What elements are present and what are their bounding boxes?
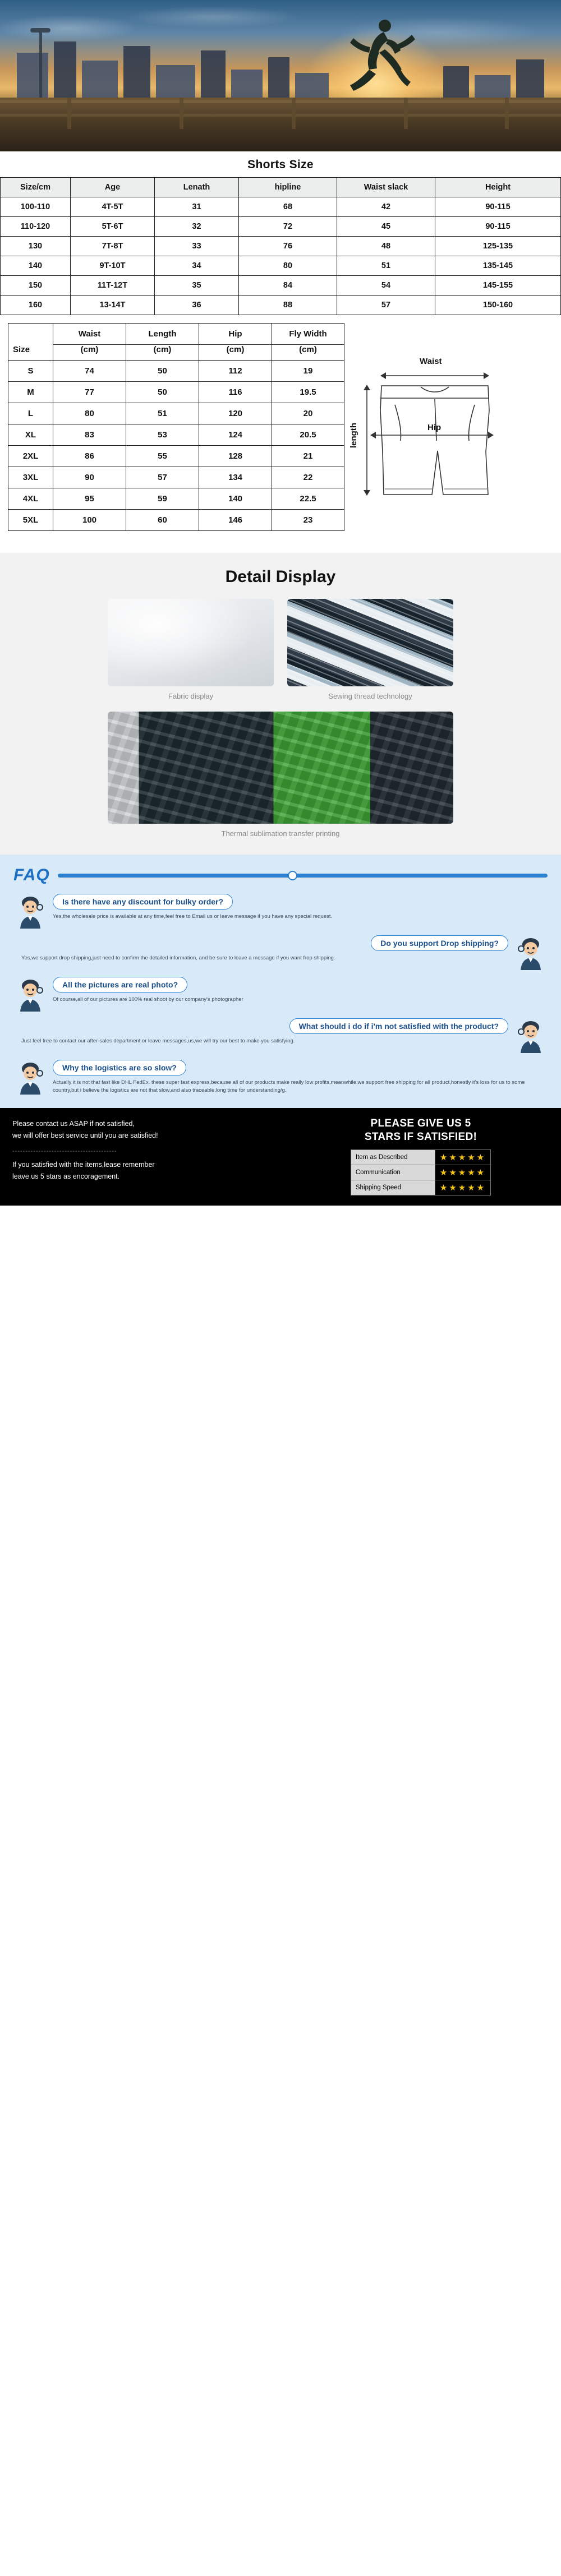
diagram-waist-label: Waist [420,357,442,366]
detail-caption: Fabric display [168,692,214,700]
shorts-measurement-diagram [348,357,561,542]
cell-length: 55 [126,446,199,467]
cell-height: 135-145 [435,256,561,276]
cell-hip: 134 [199,467,272,488]
building [201,50,226,100]
cell-hip: 120 [199,403,272,424]
faq-slider-knob[interactable] [288,871,297,880]
cell-size: 130 [1,237,71,256]
faq-header [0,862,561,890]
unit-length: (cm) [126,345,199,361]
cell-waist: 57 [337,296,435,315]
cell-fly: 19 [272,361,344,382]
cell-waist: 80 [53,403,126,424]
cell-waist: 83 [53,424,126,446]
adult-size-table [8,323,344,531]
diagram-hip-label: Hip [427,423,442,432]
cell-size: 3XL [8,467,53,488]
faq-title: FAQ [13,866,50,884]
cell-age: 4T-5T [71,197,155,217]
adult-size-table-wrap [0,323,348,542]
footer-divider: ---------------------------------------- [12,1147,117,1155]
shorts-size-section [0,151,561,315]
faq-section [0,855,561,1108]
footer-line-2: we will offer best service until you are satisfied! [12,1132,158,1140]
cell-waist: 45 [337,217,435,237]
shorts-size-table [0,177,561,315]
faq-item [0,1015,561,1056]
sewing-thread-image [287,599,453,686]
faq-item [0,932,561,973]
support-agent-icon [15,1060,46,1096]
rating-row [351,1149,490,1165]
th-size: Size/cm [1,178,71,197]
rating-request [280,1108,561,1206]
cell-waist: 54 [337,276,435,296]
faq-question[interactable]: Do you support Drop shipping? [371,935,508,951]
cell-length: 60 [126,510,199,531]
cell-size: 160 [1,296,71,315]
th-hipline: hipline [239,178,337,197]
faq-answer: Yes,the wholesale price is available at any time,feel free to Email us or leave message if you have any special request. [53,913,333,920]
detail-card-printing [108,712,453,838]
table-units-row [8,345,344,361]
cell-size: 5XL [8,510,53,531]
footer-line-3: If you satisfied with the items,lease remember [12,1160,155,1169]
unit-hip: (cm) [199,345,272,361]
cell-length: 32 [155,217,239,237]
shorts-outline-svg [348,357,550,525]
cell-age: 5T-6T [71,217,155,237]
rating-row [351,1180,490,1195]
th-fly-width: Fly Width [272,324,344,345]
cell-age: 9T-10T [71,256,155,276]
cell-height: 90-115 [435,197,561,217]
cell-hipline: 84 [239,276,337,296]
cell-waist: 95 [53,488,126,510]
cell-height: 125-135 [435,237,561,256]
rating-label: Communication [351,1165,435,1180]
cell-size: 140 [1,256,71,276]
faq-body [46,1060,546,1095]
rating-stars[interactable]: ★★★★★ [435,1180,490,1195]
faq-slider-track[interactable] [58,874,548,878]
cell-length: 50 [126,382,199,403]
table-header-row [8,324,344,345]
table-row [1,296,561,315]
city-skyline [0,38,561,100]
cell-fly: 22.5 [272,488,344,510]
faq-question[interactable]: Why the logistics are so slow? [53,1060,186,1075]
cell-size: M [8,382,53,403]
unit-fly-width: (cm) [272,345,344,361]
cell-fly: 23 [272,510,344,531]
street-lamp [39,30,42,98]
table-row [8,467,344,488]
cell-hip: 128 [199,446,272,467]
hero-banner-image [0,0,561,151]
table-row [1,197,561,217]
cell-hipline: 88 [239,296,337,315]
cell-waist: 90 [53,467,126,488]
fence-post [404,98,408,129]
detail-card-row [0,599,561,700]
faq-body [46,894,546,921]
detail-display-section [0,553,561,855]
unit-waist: (cm) [53,345,126,361]
cell-fly: 20 [272,403,344,424]
building [295,73,329,100]
cell-waist: 48 [337,237,435,256]
cell-hipline: 76 [239,237,337,256]
product-detail-page [0,0,561,1206]
adult-size-section [0,315,561,553]
table-row [8,382,344,403]
cell-length: 36 [155,296,239,315]
cell-hip: 112 [199,361,272,382]
fence-post [292,98,296,129]
cell-size: 100-110 [1,197,71,217]
faq-item [0,973,561,1015]
building [516,59,544,100]
cell-hip: 124 [199,424,272,446]
cell-waist: 51 [337,256,435,276]
th-waist-slack: Waist slack [337,178,435,197]
detail-card-sewing [287,599,453,700]
diagram-length-label: length [349,423,358,448]
shorts-size-title: Shorts Size [247,158,314,171]
rating-row [351,1165,490,1180]
th-length: Lenath [155,178,239,197]
th-hip: Hip [199,324,272,345]
faq-answer: Of course,all of our pictures are 100% real shoot by our company's photographer [53,996,243,1003]
building [231,70,263,100]
fence-post [67,98,71,129]
cell-waist: 74 [53,361,126,382]
cell-waist: 42 [337,197,435,217]
cell-length: 31 [155,197,239,217]
table-header-row [1,178,561,197]
table-row [8,403,344,424]
fence-post [505,98,509,129]
table-row [1,256,561,276]
table-row [8,424,344,446]
table-row [8,361,344,382]
cell-age: 7T-8T [71,237,155,256]
cell-hipline: 72 [239,217,337,237]
detail-caption: Sewing thread technology [328,692,412,700]
faq-body [15,1018,515,1045]
support-agent-icon [15,894,46,930]
detail-card-fabric [108,599,274,700]
cell-length: 50 [126,361,199,382]
detail-caption: Thermal sublimation transfer printing [221,829,340,838]
table-row [8,446,344,467]
cell-hip: 116 [199,382,272,403]
cell-length: 34 [155,256,239,276]
cell-size: S [8,361,53,382]
cell-fly: 20.5 [272,424,344,446]
support-agent-icon [515,1018,546,1054]
sublimation-printing-image [108,712,453,824]
cell-height: 90-115 [435,217,561,237]
table-row [1,217,561,237]
th-age: Age [71,178,155,197]
runner-silhouette [337,13,421,98]
rating-label: Shipping Speed [351,1180,435,1195]
rating-headline [292,1117,550,1144]
footer-section [0,1108,561,1206]
rating-stars[interactable]: ★★★★★ [435,1149,490,1165]
fabric-display-image [108,599,274,686]
measurement-diagram-wrap [348,323,561,542]
cell-height: 150-160 [435,296,561,315]
faq-body [46,977,546,1004]
cell-age: 11T-12T [71,276,155,296]
detail-display-title: Detail Display [225,567,336,586]
faq-body [15,935,515,962]
cell-height: 145-155 [435,276,561,296]
th-length: Length [126,324,199,345]
rating-headline-line1: PLEASE GIVE US 5 [370,1118,471,1129]
building [443,66,469,100]
ground [0,98,561,151]
cell-size: 110-120 [1,217,71,237]
fence-rail-bottom [0,114,561,117]
building [268,57,289,100]
cell-hip: 146 [199,510,272,531]
cell-size: 150 [1,276,71,296]
faq-item [0,890,561,932]
cell-fly: 19.5 [272,382,344,403]
cell-length: 57 [126,467,199,488]
faq-question[interactable]: Is there have any discount for bulky order? [53,894,233,910]
th-height: Height [435,178,561,197]
cell-hip: 140 [199,488,272,510]
faq-answer: Yes,we support drop shipping,just need to confirm the detailed information, and be sure to leave a message if you want frop shipping. [21,955,335,961]
cell-hipline: 80 [239,256,337,276]
footer-line-1: Please contact us ASAP if not satisfied, [12,1120,135,1128]
faq-item [0,1056,561,1098]
building [156,65,195,100]
fence-rail-top [0,100,561,103]
faq-question[interactable]: What should i do if i'm not satisfied with the product? [289,1018,508,1034]
support-agent-icon [515,935,546,971]
table-row [8,488,344,510]
th-waist: Waist [53,324,126,345]
building [17,53,48,100]
rating-label: Item as Described [351,1149,435,1165]
rating-headline-line2: STARS IF SATISFIED! [364,1130,477,1143]
rating-stars[interactable]: ★★★★★ [435,1165,490,1180]
cell-fly: 22 [272,467,344,488]
cell-waist: 86 [53,446,126,467]
table-row [1,276,561,296]
cell-length: 59 [126,488,199,510]
building [54,41,76,100]
table-row [8,510,344,531]
faq-question[interactable]: All the pictures are real photo? [53,977,187,992]
footer-line-4: leave us 5 stars as encoragement. [12,1172,120,1180]
th-size: Size [8,324,53,361]
table-row [1,237,561,256]
cell-size: L [8,403,53,424]
cell-length: 33 [155,237,239,256]
faq-answer: Actually it is not that fast like DHL FedEx. these super fast express,because all of our products make really low profits,meanwhile,we support free shipping for all product,honestly it's loss for us to some country,but i believe the logistics are not that slow,and also traceable,long time for understanding/g. [53,1079,525,1094]
rating-table [351,1149,491,1195]
support-agent-icon [15,977,46,1013]
footer-message [0,1108,280,1206]
cell-length: 51 [126,403,199,424]
cell-age: 13-14T [71,296,155,315]
cell-fly: 21 [272,446,344,467]
building [82,61,118,100]
cell-size: 4XL [8,488,53,510]
cell-length: 35 [155,276,239,296]
fence-post [180,98,183,129]
cell-size: XL [8,424,53,446]
cell-hipline: 68 [239,197,337,217]
faq-answer: Just feel free to contact our after-sales department or leave messages,us,we will try our best to make you satisfying. [21,1038,295,1044]
cell-length: 53 [126,424,199,446]
building [123,46,150,100]
cell-waist: 100 [53,510,126,531]
cell-size: 2XL [8,446,53,467]
cell-waist: 77 [53,382,126,403]
building [475,75,511,100]
